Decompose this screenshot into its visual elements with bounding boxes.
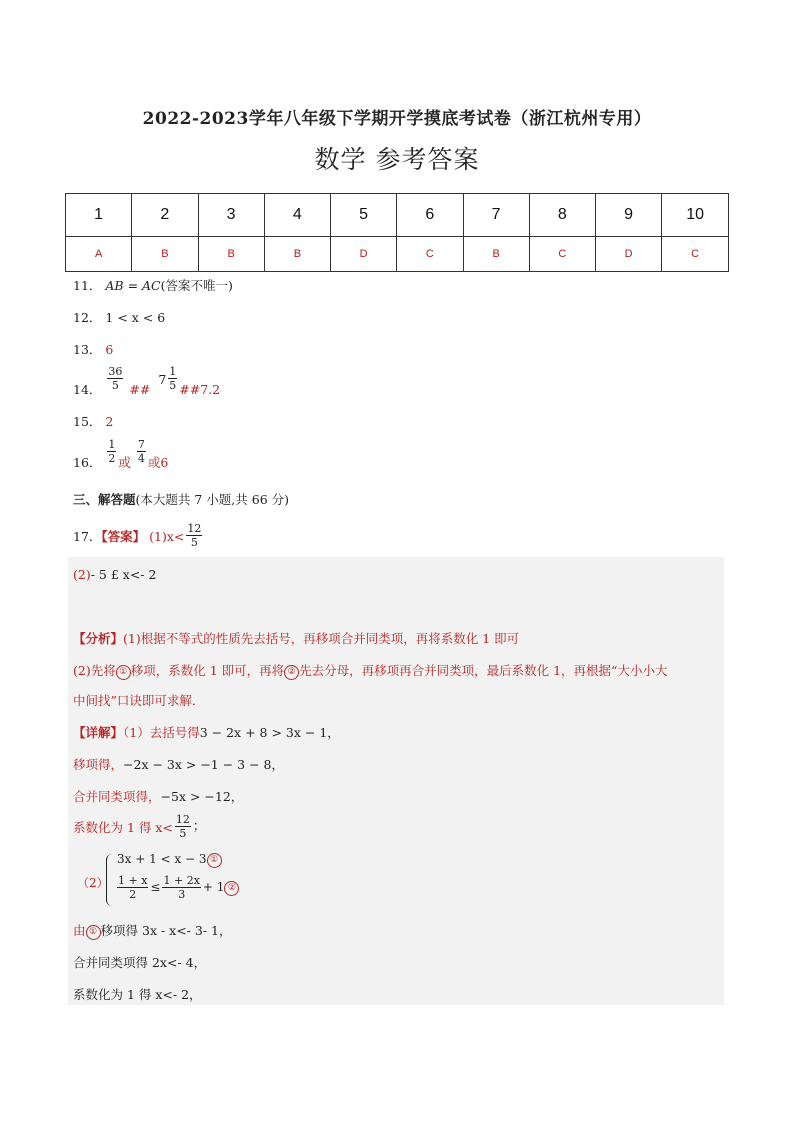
q14-number: 14．	[73, 382, 102, 397]
q17-step4-end: ；	[192, 818, 206, 833]
circled-one: ①	[207, 853, 222, 868]
question-number-cell: 5	[331, 194, 397, 237]
question-number-row	[66, 194, 729, 237]
system-eq-2-right: $\frac{1 + 2x}{3}$	[163, 874, 200, 901]
q13-number: 13．	[73, 342, 102, 357]
q14-alt-answer: ##7.2	[179, 382, 221, 397]
q13-line	[73, 340, 113, 358]
q15-number: 15．	[73, 414, 102, 429]
question-number-cell: 10	[662, 194, 729, 237]
q17-step5-prefix: 由	[73, 923, 86, 938]
q11-note: (答案不唯一)	[160, 278, 233, 293]
question-number-cell: 3	[198, 194, 264, 237]
answer-cell: D	[331, 237, 397, 272]
circled-one: ①	[116, 665, 131, 680]
q17-detail-tag: 【详解】	[73, 725, 124, 740]
circled-two: ②	[224, 881, 239, 896]
q17-system-label: （2）	[77, 876, 109, 890]
q12-answer: 1 < x < 6	[105, 310, 166, 325]
question-number-cell: 4	[264, 194, 330, 237]
system-eq-2-relation: ≤	[150, 880, 161, 894]
q17-analysis-line-2	[73, 661, 667, 680]
answer-cell: D	[596, 237, 662, 272]
section-3-heading	[73, 490, 289, 508]
q14-fraction-1: $\frac{36}{5}$	[108, 365, 123, 392]
q17-analysis-text-2a: (2)先将	[73, 663, 116, 678]
answer-cell: B	[198, 237, 264, 272]
q16-number: 16．	[73, 455, 102, 470]
q17-detail-expr-1: 3 − 2x + 8 > 3x − 1，	[199, 725, 340, 740]
q14-whole: 7	[158, 372, 167, 387]
q17-analysis-text-2c: 先去分母，再移项再合并同类项，最后系数化 1，再根据“大小小大	[299, 663, 668, 678]
q15-line	[73, 412, 113, 430]
q16-or-2: 或	[147, 455, 161, 470]
q14-fraction-2: $\frac{1}{5}$	[169, 365, 177, 392]
system-eq-2-left: $\frac{1 + x}{2}$	[118, 874, 148, 901]
q17-step7-text: 系数化为 1 得 x<- 2，	[73, 987, 202, 1002]
system-brace	[106, 854, 113, 906]
section-3-title: 三、解答题	[73, 492, 136, 507]
circled-one: ①	[86, 925, 101, 940]
q17-analysis-line-1	[73, 629, 519, 647]
q16-line	[73, 438, 168, 471]
q17-detail-line-6	[73, 953, 206, 971]
answer-cell: C	[662, 237, 729, 272]
answer-cell: B	[264, 237, 330, 272]
q17-analysis-text-1: (1)根据不等式的性质先去括号，再移项合并同类项，再将系数化 1 即可	[123, 631, 520, 646]
answer-cell: A	[66, 237, 132, 272]
answer-table	[65, 193, 729, 272]
q17-step3-expr: −5x > −12，	[160, 789, 244, 804]
circled-two: ②	[284, 665, 299, 680]
q17-analysis-text-2b: 移项，系数化 1 即可，再将	[130, 663, 285, 678]
answer-cell: C	[529, 237, 595, 272]
question-number-cell: 2	[132, 194, 198, 237]
q11-number: 11．	[73, 278, 102, 293]
answer-cell: C	[397, 237, 463, 272]
system-eq-2-tail: + 1	[202, 880, 225, 894]
question-number-cell: 8	[529, 194, 595, 237]
q17-detail-text-1a: （1）去括号得	[123, 725, 200, 740]
system-eq-1	[117, 852, 222, 868]
question-number-cell: 1	[66, 194, 132, 237]
q16-answer-3: 6	[160, 455, 169, 470]
q17-analysis-tag: 【分析】	[73, 631, 124, 646]
q17-detail-line-3	[73, 787, 243, 805]
q14-separator: ##	[129, 382, 151, 397]
question-number-cell: 7	[463, 194, 529, 237]
q17-number: 17．	[73, 529, 102, 544]
q12-number: 12．	[73, 310, 102, 325]
question-number-cell: 9	[596, 194, 662, 237]
q17-answer-line	[73, 522, 204, 549]
answer-row	[66, 237, 729, 272]
q14-line	[73, 365, 220, 398]
page-subtitle: 数学 参考答案	[314, 145, 480, 174]
q17-step5-text: 移项得 3x - x<- 3- 1，	[100, 923, 232, 938]
q17-step2-expr: −2x − 3x > −1 − 3 − 8，	[123, 757, 285, 772]
q11-line	[73, 276, 233, 294]
q17-detail-line-1	[73, 723, 340, 741]
q17-analysis-text-3: 中间找”口诀即可求解．	[73, 693, 205, 708]
q11-answer: AB = AC	[105, 278, 161, 293]
answer-cell: B	[463, 237, 529, 272]
system-eq-1-expr: 3x + 1 < x − 3	[117, 852, 207, 866]
q17-part2-answer: - 5 £ x<- 2	[90, 567, 157, 582]
answer-cell: B	[132, 237, 198, 272]
q16-fraction-1: $\frac{1}{2}$	[108, 438, 116, 465]
q17-part1: (1)x<	[149, 529, 185, 544]
q16-or-1: 或	[118, 455, 131, 470]
q17-step4-fraction: $\frac{12}{5}$	[175, 813, 190, 840]
q17-part1-fraction: $\frac{12}{5}$	[187, 522, 202, 549]
section-3-note: (本大题共 7 小题,共 66 分)	[135, 492, 289, 507]
q12-line	[73, 308, 165, 326]
system-eq-2	[115, 874, 239, 901]
q15-answer: 2	[105, 414, 114, 429]
q17-detail-line-7	[73, 985, 202, 1003]
q17-analysis-line-3	[73, 691, 204, 709]
q17-answer-tag: 【答案】	[101, 529, 146, 544]
question-number-cell: 6	[397, 194, 463, 237]
q13-answer: 6	[105, 342, 114, 357]
q17-detail-line-2	[73, 755, 284, 773]
q17-part2-line	[73, 567, 156, 582]
q17-step3-label: 合并同类项得，	[73, 789, 161, 804]
q16-fraction-2: $\frac{7}{4}$	[137, 438, 145, 465]
q17-step4-label: 系数化为 1 得 x<	[73, 820, 173, 835]
q17-step6-text: 合并同类项得 2x<- 4，	[73, 955, 207, 970]
q17-step2-label: 移项得，	[73, 757, 124, 772]
q17-detail-line-5	[73, 921, 232, 940]
q17-part2-label: (2)	[73, 567, 91, 582]
page-title: 2022-2023学年八年级下学期开学摸底考试卷（浙江杭州专用）	[142, 109, 652, 129]
q17-detail-line-4	[73, 813, 205, 840]
